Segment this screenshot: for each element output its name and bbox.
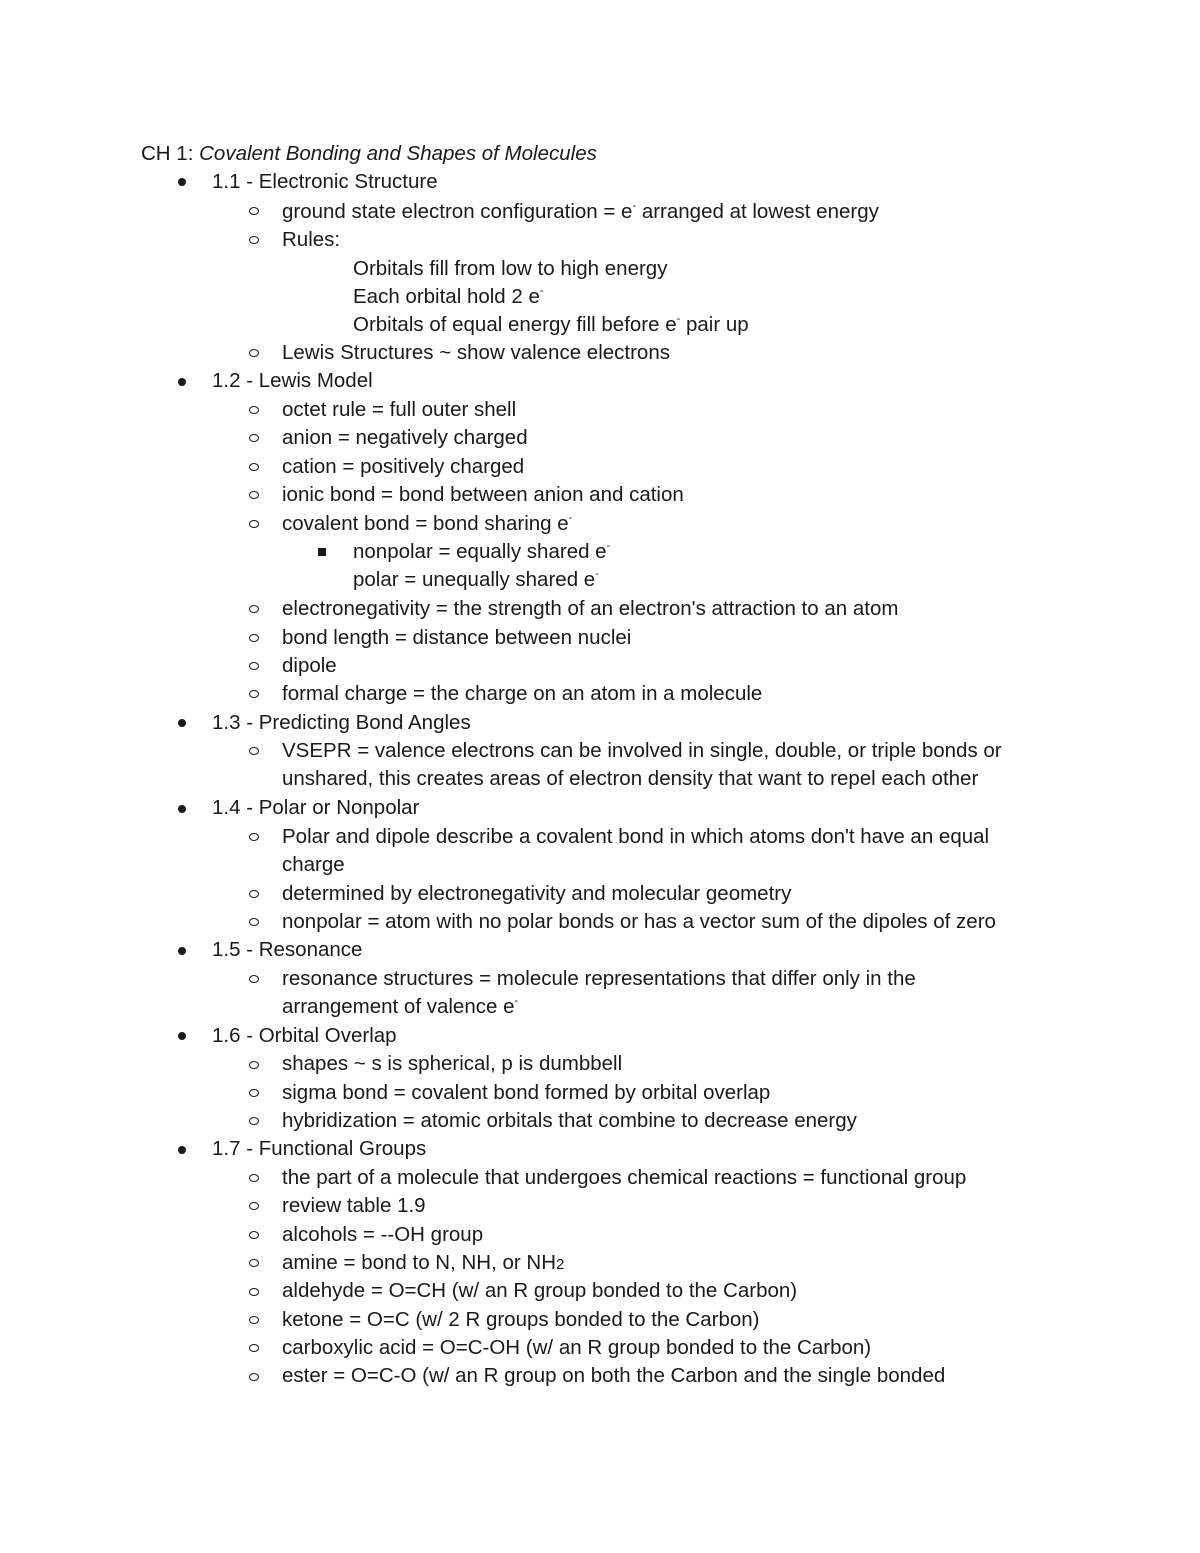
- bullet-circle-icon: [249, 349, 259, 357]
- list-item: carboxylic acid = O=C-OH (w/ an R group bonded to the Carbon): [282, 1336, 872, 1359]
- bullet-circle-icon: [249, 1259, 259, 1267]
- section-1-3-heading: 1.3 - Predicting Bond Angles: [212, 711, 471, 734]
- list-item: amine = bond to N, NH, or NH2: [282, 1251, 565, 1274]
- section-1-2-heading: 1.2 - Lewis Model: [212, 369, 373, 392]
- bullet-circle-icon: [249, 491, 259, 499]
- list-item: review table 1.9: [282, 1194, 426, 1217]
- list-item: nonpolar = equally shared e-: [353, 540, 611, 563]
- list-item: Rules:: [282, 228, 341, 251]
- list-item: electronegativity = the strength of an electron's attraction to an atom: [282, 597, 899, 620]
- bullet-circle-icon: [249, 463, 259, 471]
- list-item-continuation: charge: [282, 853, 345, 876]
- chapter-title: Covalent Bonding and Shapes of Molecules: [199, 142, 597, 165]
- list-item: resonance structures = molecule representations that differ only in the: [282, 967, 916, 990]
- bullet-dot-icon: [178, 378, 186, 386]
- bullet-circle-icon: [249, 1202, 259, 1210]
- list-item: covalent bond = bond sharing e-: [282, 512, 573, 535]
- bullet-circle-icon: [249, 1316, 259, 1324]
- bullet-circle-icon: [249, 747, 259, 755]
- section-1-6-heading: 1.6 - Orbital Overlap: [212, 1024, 397, 1047]
- rule-item: Orbitals fill from low to high energy: [353, 257, 668, 280]
- bullet-circle-icon: [249, 690, 259, 698]
- list-item: anion = negatively charged: [282, 426, 528, 449]
- rule-item: Each orbital hold 2 e-: [353, 285, 544, 308]
- bullet-circle-icon: [249, 1373, 259, 1381]
- bullet-circle-icon: [249, 406, 259, 414]
- list-item: VSEPR = valence electrons can be involved in single, double, or triple bonds or: [282, 739, 1002, 762]
- list-item: bond length = distance between nuclei: [282, 626, 632, 649]
- bullet-circle-icon: [249, 1174, 259, 1182]
- bullet-circle-icon: [249, 520, 259, 528]
- chapter-heading: [141, 140, 597, 168]
- section-1-5-heading: 1.5 - Resonance: [212, 938, 363, 961]
- list-item: the part of a molecule that undergoes chemical reactions = functional group: [282, 1166, 967, 1189]
- bullet-circle-icon: [249, 890, 259, 898]
- bullet-dot-icon: [178, 719, 186, 727]
- list-item: shapes ~ s is spherical, p is dumbbell: [282, 1052, 623, 1075]
- bullet-circle-icon: [249, 1231, 259, 1239]
- list-item-continuation: arrangement of valence e-: [282, 995, 519, 1018]
- bullet-dot-icon: [178, 805, 186, 813]
- list-item: alcohols = --OH group: [282, 1223, 484, 1246]
- list-item: formal charge = the charge on an atom in a molecule: [282, 682, 763, 705]
- list-item: nonpolar = atom with no polar bonds or has a vector sum of the dipoles of zero: [282, 910, 996, 933]
- list-item: determined by electronegativity and molecular geometry: [282, 882, 792, 905]
- section-1-4-heading: 1.4 - Polar or Nonpolar: [212, 796, 420, 819]
- bullet-circle-icon: [249, 662, 259, 670]
- section-1-1-heading: 1.1 - Electronic Structure: [212, 170, 438, 193]
- bullet-circle-icon: [249, 975, 259, 983]
- list-item: ketone = O=C (w/ 2 R groups bonded to the Carbon): [282, 1308, 760, 1331]
- bullet-dot-icon: [178, 178, 186, 186]
- rule-item: Orbitals of equal energy fill before e- pair up: [353, 313, 749, 336]
- bullet-circle-icon: [249, 918, 259, 926]
- bullet-dot-icon: [178, 1146, 186, 1154]
- list-item: sigma bond = covalent bond formed by orbital overlap: [282, 1081, 771, 1104]
- bullet-circle-icon: [249, 207, 259, 215]
- bullet-dot-icon: [178, 1032, 186, 1040]
- list-item: polar = unequally shared e-: [353, 568, 599, 591]
- bullet-circle-icon: [249, 1288, 259, 1296]
- bullet-circle-icon: [249, 1089, 259, 1097]
- list-item: ester = O=C-O (w/ an R group on both the Carbon and the single bonded: [282, 1364, 946, 1387]
- bullet-square-icon: [318, 548, 326, 556]
- list-item: aldehyde = O=CH (w/ an R group bonded to the Carbon): [282, 1279, 798, 1302]
- bullet-circle-icon: [249, 833, 259, 841]
- list-item: ionic bond = bond between anion and cation: [282, 483, 684, 506]
- list-item-continuation: unshared, this creates areas of electron density that want to repel each other: [282, 767, 979, 790]
- bullet-circle-icon: [249, 605, 259, 613]
- list-item: hybridization = atomic orbitals that combine to decrease energy: [282, 1109, 857, 1132]
- bullet-dot-icon: [178, 947, 186, 955]
- list-item: cation = positively charged: [282, 455, 525, 478]
- section-1-7-heading: 1.7 - Functional Groups: [212, 1137, 427, 1160]
- list-item: dipole: [282, 654, 337, 677]
- bullet-circle-icon: [249, 634, 259, 642]
- list-item: Polar and dipole describe a covalent bond in which atoms don't have an equal: [282, 825, 990, 848]
- list-item: ground state electron configuration = e- arranged at lowest energy: [282, 200, 879, 223]
- bullet-circle-icon: [249, 236, 259, 244]
- list-item: Lewis Structures ~ show valence electrons: [282, 341, 670, 364]
- list-item: octet rule = full outer shell: [282, 398, 517, 421]
- bullet-circle-icon: [249, 1061, 259, 1069]
- bullet-circle-icon: [249, 434, 259, 442]
- chapter-prefix: CH 1:: [141, 142, 200, 165]
- bullet-circle-icon: [249, 1117, 259, 1125]
- bullet-circle-icon: [249, 1344, 259, 1352]
